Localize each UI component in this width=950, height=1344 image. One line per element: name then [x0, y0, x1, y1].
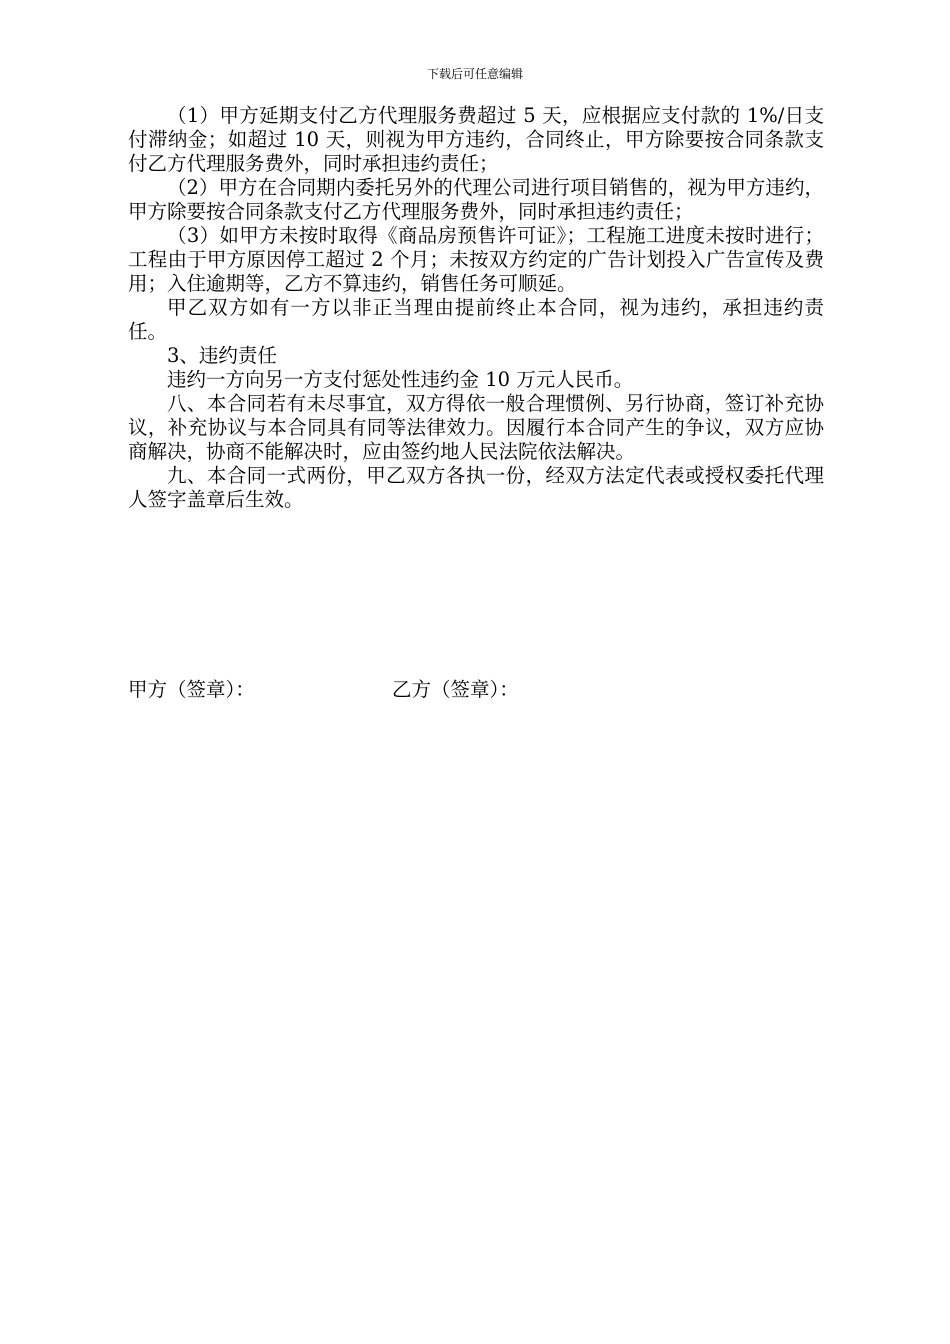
article-eight: 八、本合同若有未尽事宜，双方得依一般合理惯例、另行协商，签订补充协议，补充协议与本合同具有同等法律效力。因履行本合同产生的争议，双方应协商解决，协商不能解决时，应由签约地人民法院依法解决。	[128, 392, 824, 463]
section-heading-liability: 3、违约责任	[167, 344, 277, 367]
clause-other-agency: （2）甲方在合同期内委托另外的代理公司进行项目销售的，视为甲方违约，甲方除要按合同条款支付乙方代理服务费外，同时承担违约责任；	[128, 176, 824, 223]
party-b-signature-label: 乙方（签章）：	[392, 678, 519, 701]
clause-exemptions: （3）如甲方未按时取得《商品房预售许可证》；工程施工进度未按时进行；工程由于甲方原因停工超过 2 个月；未按双方约定的广告计划投入广告宣传及费用；入住逾期等，乙方不算违约，销售任务可顺延。	[128, 224, 824, 295]
clause-early-termination: 甲乙双方如有一方以非正当理由提前终止本合同，视为违约，承担违约责任。	[128, 296, 824, 343]
article-nine: 九、本合同一式两份，甲乙双方各执一份，经双方法定代表或授权委托代理人签字盖章后生效。	[128, 464, 824, 511]
clause-penalty: 违约一方向另一方支付惩处性违约金 10 万元人民币。	[167, 368, 634, 391]
clause-late-payment: （1）甲方延期支付乙方代理服务费超过 5 天，应根据应支付款的 1%/日支付滞纳金；如超过 10 天，则视为甲方违约，合同终止，甲方除要按合同条款支付乙方代理服务费外，同时承担违约责任；	[128, 104, 824, 175]
signature-block	[128, 678, 824, 702]
page-header-note: 下载后可任意编辑	[426, 67, 523, 81]
party-a-signature-label: 甲方（签章）：	[128, 678, 255, 701]
contract-body	[128, 104, 824, 512]
